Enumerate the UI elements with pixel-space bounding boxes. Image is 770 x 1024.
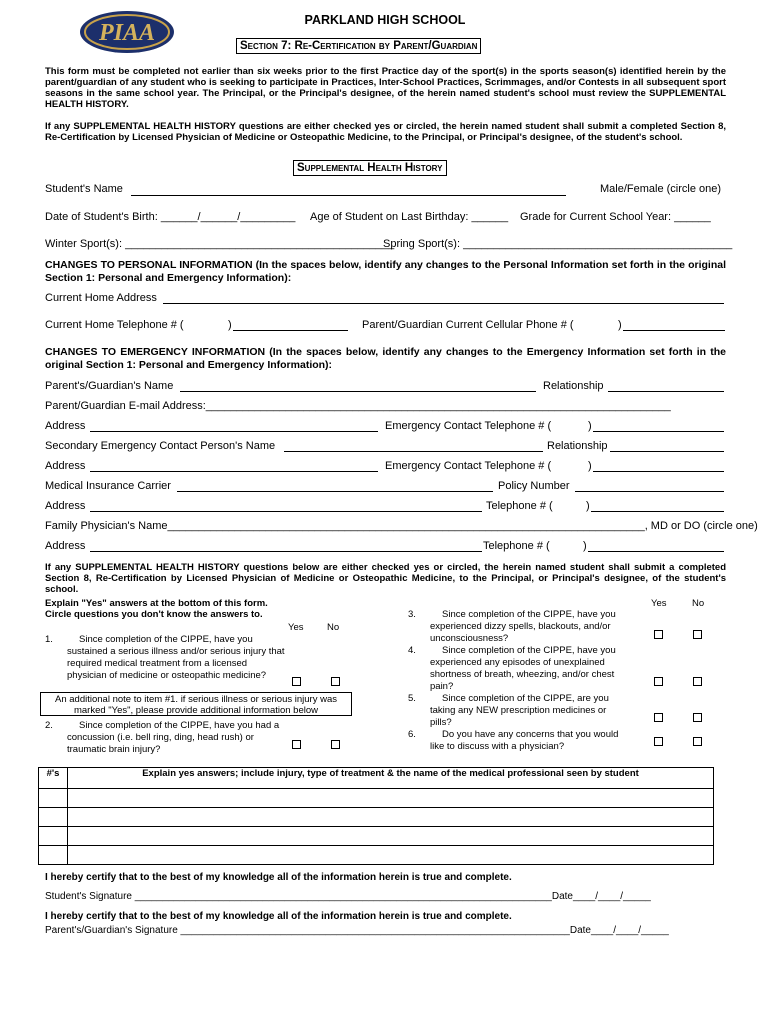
table-header-row [39,768,714,789]
school-name: PARKLAND HIGH SCHOOL [304,13,466,27]
q1-no-checkbox[interactable] [331,677,340,686]
telephone-close-2: ) [583,540,587,552]
table-cell-explanation[interactable] [68,846,714,865]
certify-statement-student: I hereby certify that to the best of my knowledge all of the information herein is true and complete. [45,872,512,883]
emergency-heading: CHANGES TO EMERGENCY INFORMATION (In the spaces below, identify any changes to the Emergency Information set forth in the original Section 1: Personal and Emergency Information): [45,346,726,371]
emergency-phone-close-2: ) [588,460,592,472]
cell-phone-field[interactable] [623,330,725,331]
address-label-2: Address [45,460,86,472]
table-row[interactable] [39,808,714,827]
yes-header-left: Yes [288,622,304,633]
winter-sports-field[interactable]: Winter Sport(s): ____________________________________________ [45,238,395,250]
home-phone-label: Current Home Telephone # ( [45,319,184,331]
relationship-label: Relationship [543,380,604,392]
table-row[interactable] [39,827,714,846]
q4-no-checkbox[interactable] [693,677,702,686]
insurance-field[interactable] [177,491,493,492]
parent-name-field[interactable] [180,391,536,392]
table-row[interactable] [39,789,714,808]
telephone-label-2: Telephone # ( [483,540,550,552]
emergency-phone-close-1: ) [588,420,592,432]
address-field-4[interactable] [90,551,482,552]
table-cell-number[interactable] [39,789,68,808]
address-label-4: Address [45,540,86,552]
no-header-left: No [327,622,340,633]
q6-yes-checkbox[interactable] [654,737,663,746]
supplemental-title: Supplemental Health History [293,160,447,176]
age-field[interactable]: Age of Student on Last Birthday: ______ [310,211,509,223]
no-header-right: No [692,598,705,609]
question-text-4: Since completion of the CIPPE, have you experienced any episodes of unexplained shortness of breath, wheezing, and/or chest pain? [430,645,616,692]
address-field-2[interactable] [90,471,378,472]
relationship-field-2[interactable] [610,451,724,452]
question-text-3: Since completion of the CIPPE, have you experienced dizzy spells, blackouts, and/or unconsciousness? [430,609,616,644]
question-text-5: Since completion of the CIPPE, are you taking any NEW prescription medicines or pills? [430,693,609,728]
parent-name-label: Parent's/Guardian's Name [45,380,174,392]
address-field-1[interactable] [90,431,378,432]
additional-note-text: An additional note to item #1. if serious illness or serious injury was marked "Yes", please provide additional information below [55,694,337,716]
relationship-field[interactable] [608,391,724,392]
q3-no-checkbox[interactable] [693,630,702,639]
emergency-phone-label-2: Emergency Contact Telephone # ( [385,460,552,472]
policy-field[interactable] [575,491,724,492]
logo-text: PIAA [98,20,156,46]
q5-yes-checkbox[interactable] [654,713,663,722]
home-phone-close: ) [228,319,232,331]
section-title: Section 7: Re-Certification by Parent/Guardian [236,38,481,54]
home-phone-field[interactable] [233,330,348,331]
address-label-3: Address [45,500,86,512]
cell-phone-label: Parent/Guardian Current Cellular Phone # ( [362,319,574,331]
address-label-1: Address [45,420,86,432]
telephone-field-1[interactable] [591,511,724,512]
table-cell-explanation[interactable] [68,808,714,827]
home-address-field[interactable] [163,303,724,304]
q1-yes-checkbox[interactable] [292,677,301,686]
question-text-6: Do you have any concerns that you would like to discuss with a physician? [430,729,619,752]
insurance-label: Medical Insurance Carrier [45,480,171,492]
table-header-explain: Explain yes answers; include injury, type of treatment & the name of the medical professional seen by student [68,768,714,789]
additional-note-box [40,692,352,716]
q6-no-checkbox[interactable] [693,737,702,746]
certify-statement-parent: I hereby certify that to the best of my knowledge all of the information herein is true and complete. [45,911,512,922]
cell-phone-close: ) [618,319,622,331]
intro-paragraph-1: This form must be completed not earlier than six weeks prior to the first Practice day of the sport(s) in the sports season(s) identified herein by the parent/guardian of any student who is seeking to participate in Practices, Inter-School Practices, Scrimmages, and/or Contests in all subsequent sport seasons in the same school year. The Principal, or the Principal's designee, of the herein named student's school must review the SUPPLEMENTAL HEALTH HISTORY. [45,66,726,110]
dob-field[interactable]: Date of Student's Birth: ______/______/_________ [45,211,296,223]
table-cell-explanation[interactable] [68,827,714,846]
telephone-field-2[interactable] [588,551,724,552]
address-field-3[interactable] [90,511,482,512]
table-row[interactable] [39,846,714,865]
question-number-4: 4. [408,645,416,656]
table-cell-number[interactable] [39,827,68,846]
parent-signature-field[interactable]: Parent's/Guardian's Signature ______________________________________________________________________Date____/____/_____ [45,925,669,936]
personal-heading: CHANGES TO PERSONAL INFORMATION (In the spaces below, identify any changes to the Personal Information set forth in the original Section 1: Personal and Emergency Information): [45,259,726,284]
table-header-numbers: #'s [39,768,68,789]
secondary-contact-label: Secondary Emergency Contact Person's Name [45,440,276,452]
question-number-3: 3. [408,609,416,620]
questions-intro: If any SUPPLEMENTAL HEALTH HISTORY questions below are either checked yes or circled, the herein named student shall submit a completed Section 8, Re-Certification by Licensed Physician of Medicine or Osteopathic Medicine, to the Principal, or Principal's designee, of the student's school. [45,562,726,595]
question-number-5: 5. [408,693,416,704]
intro-paragraph-2: If any SUPPLEMENTAL HEALTH HISTORY questions are either checked yes or circled, the herein named student shall submit a completed Section 8, Re-Certification by Licensed Physician of Medicine or Osteopathic Medicine, to the Principal, or Principal's designee, of the student's school. [45,121,726,143]
q3-yes-checkbox[interactable] [654,630,663,639]
q2-no-checkbox[interactable] [331,740,340,749]
telephone-close-1: ) [586,500,590,512]
physician-field[interactable]: Family Physician's Name______________________________________________________________________________, MD or DO (circle one) [45,520,758,532]
question-number-2: 2. [45,720,53,731]
explanation-table [38,767,714,865]
student-name-field[interactable] [131,195,566,196]
emergency-phone-field-2[interactable] [593,471,724,472]
parent-email-field[interactable]: Parent/Guardian E-mail Address:____________________________________________________________________________ [45,400,671,412]
policy-label: Policy Number [498,480,570,492]
question-text-1: Since completion of the CIPPE, have you sustained a serious illness and/or serious injury that required medical treatment from a licensed physician of medicine or osteopathic medicine? [67,634,285,681]
yes-header-right: Yes [651,598,667,609]
gender-label: Male/Female (circle one) [600,183,722,195]
q5-no-checkbox[interactable] [693,713,702,722]
grade-field[interactable]: Grade for Current School Year: ______ [520,211,711,223]
question-number-6: 6. [408,729,416,740]
explain-note: Explain "Yes" answers at the bottom of this form. [45,598,268,609]
telephone-label-1: Telephone # ( [486,500,553,512]
question-number-1: 1. [45,634,53,645]
q4-yes-checkbox[interactable] [654,677,663,686]
secondary-contact-field[interactable] [284,451,543,452]
relationship-label-2: Relationship [547,440,608,452]
student-signature-field[interactable]: Student's Signature ___________________________________________________________________________Date____/____/_____ [45,891,651,902]
table-cell-number[interactable] [39,846,68,865]
emergency-phone-field-1[interactable] [593,431,724,432]
table-cell-number[interactable] [39,808,68,827]
emergency-phone-label-1: Emergency Contact Telephone # ( [385,420,552,432]
table-cell-explanation[interactable] [68,789,714,808]
q2-yes-checkbox[interactable] [292,740,301,749]
spring-sports-field[interactable]: Spring Sport(s): ____________________________________________ [383,238,733,250]
home-address-label: Current Home Address [45,292,157,304]
circle-note: Circle questions you don't know the answers to. [45,609,263,620]
question-text-2: Since completion of the CIPPE, have you had a concussion (i.e. bell ring, ding, head rush) or traumatic brain injury? [67,720,280,755]
student-name-label: Student's Name [45,183,123,195]
